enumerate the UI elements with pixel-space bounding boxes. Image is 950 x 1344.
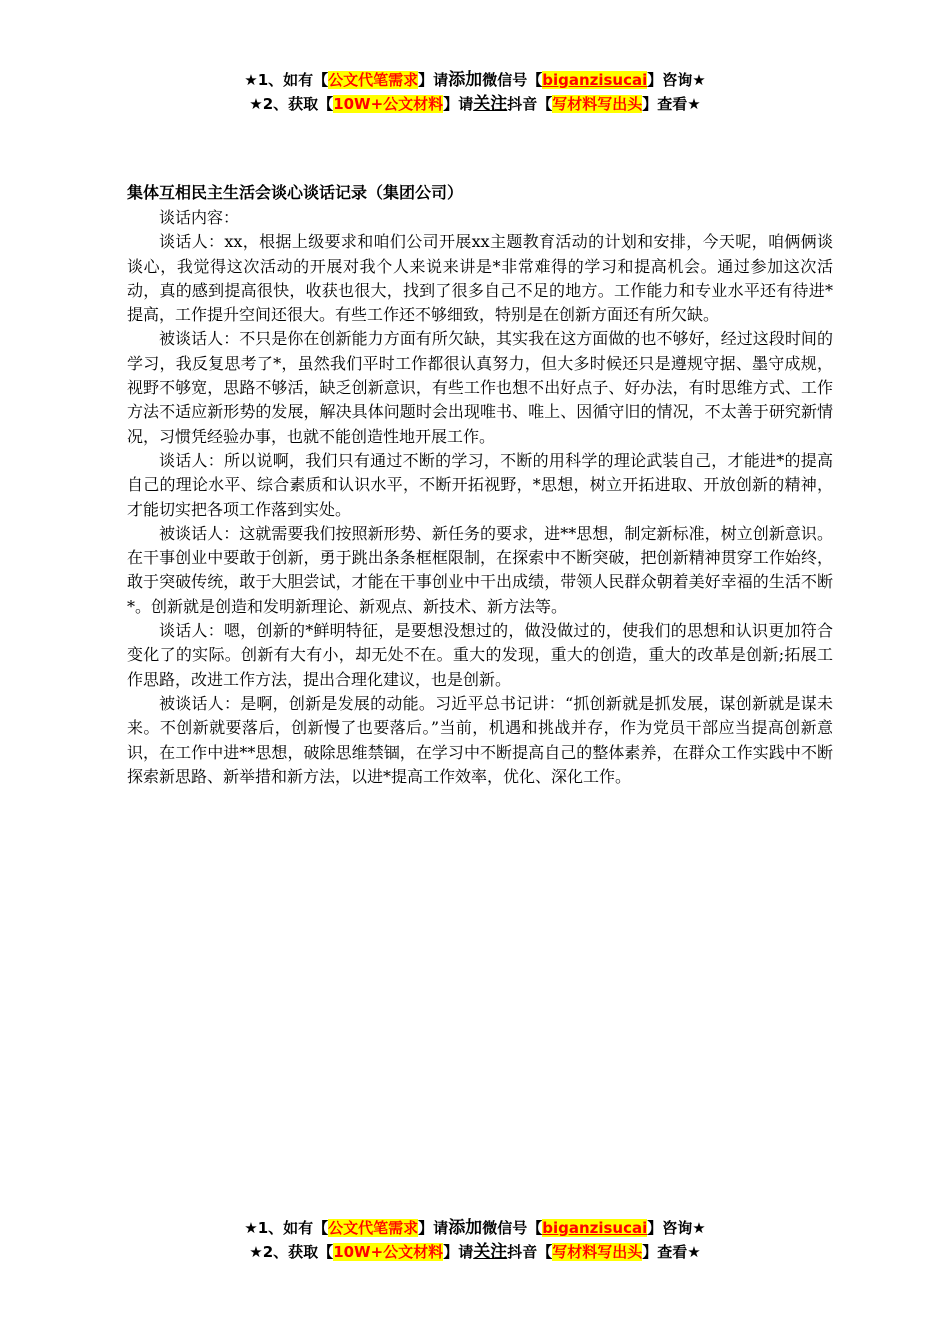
banner-highlight: 公文代笔需求 <box>328 71 419 89</box>
banner-text: 微信号【 <box>482 1219 543 1237</box>
banner-emphasis: 添加 <box>448 1218 483 1238</box>
header-banner <box>0 68 950 116</box>
banner-text: 微信号【 <box>482 71 543 89</box>
banner-wechat-id: biganzisucai <box>542 71 648 89</box>
banner-text: 】请 <box>443 95 474 113</box>
paragraph: 谈话内容： <box>159 208 240 227</box>
banner-text: 】咨询★ <box>647 1219 706 1237</box>
banner-text: 】咨询★ <box>647 71 706 89</box>
paragraph: 谈话人：xx，根据上级要求和咱们公司开展xx主题教育活动的计划和安排，今天呢，咱俩俩谈谈心，我觉得这次活动的开展对我个人来说来讲是*非常难得的学习和提高机会。通过参加这次活动，真的感到提高很快，收获也很大，找到了很多自己不足的地方。工作能力和专业水平还有待进*提高，工作提升空间还很大。有些工作还不够细致，特别是在创新方面还有所欠缺。 <box>127 232 833 325</box>
paragraph: 被谈话人：不只是你在创新能力方面有所欠缺，其实我在这方面做的也不够好，经过这段时间的学习，我反复思考了*，虽然我们平时工作都很认真努力，但大多时候还只是遵规守据、墨守成规，视野不够宽，思路不够活，缺乏创新意识，有些工作也想不出好点子、好办法，有时思维方式、工作方法不适应新形势的发展，解决具体问题时会出现唯书、唯上、因循守旧的情况，不太善于研究新情况，习惯凭经验办事，也就不能创造性地开展工作。 <box>127 329 833 446</box>
banner-text: 】查看★ <box>642 95 701 113</box>
banner-line-2 <box>0 92 950 116</box>
banner-text: 】请 <box>418 71 449 89</box>
banner-highlight: 10W+公文材料 <box>333 95 444 113</box>
banner-emphasis: 关注 <box>473 94 508 114</box>
banner-text: 】请 <box>443 1243 474 1261</box>
banner-line-2 <box>0 1240 950 1264</box>
footer-banner <box>0 1216 950 1264</box>
banner-highlight: 写材料写出头 <box>552 1243 643 1261</box>
paragraph: 谈话人：嗯，创新的*鲜明特征，是要想没想过的，做没做过的，使我们的思想和认识更加符合变化了的实际。创新有大有小，却无处不在。重大的发现，重大的创造，重大的改革是创新;拓展工作思路，改进工作方法，提出合理化建议，也是创新。 <box>127 621 833 689</box>
banner-text: ★2、获取【 <box>249 95 334 113</box>
banner-text: 】请 <box>418 1219 449 1237</box>
banner-text: 抖音【 <box>507 95 553 113</box>
banner-text: 】查看★ <box>642 1243 701 1261</box>
banner-text: 抖音【 <box>507 1243 553 1261</box>
banner-highlight: 10W+公文材料 <box>333 1243 444 1261</box>
banner-text: ★1、如有【 <box>244 1219 329 1237</box>
banner-emphasis: 关注 <box>473 1242 508 1262</box>
banner-line-1 <box>0 1216 950 1240</box>
document-title: 集体互相民主生活会谈心谈话记录（集团公司） <box>127 183 464 202</box>
banner-line-1 <box>0 68 950 92</box>
banner-text: ★1、如有【 <box>244 71 329 89</box>
banner-emphasis: 添加 <box>448 70 483 90</box>
banner-highlight: 写材料写出头 <box>552 95 643 113</box>
banner-wechat-id: biganzisucai <box>542 1219 648 1237</box>
document-body <box>127 180 833 789</box>
paragraph: 被谈话人：是啊，创新是发展的动能。习近平总书记讲：“抓创新就是抓发展，谋创新就是谋未来。不创新就要落后，创新慢了也要落后。”当前，机遇和挑战并存，作为党员干部应当提高创新意识，在工作中进**思想，破除思维禁锢，在学习中不断提高自己的整体素养，在群众工作实践中不断探索新思路、新举措和新方法，以进*提高工作效率，优化、深化工作。 <box>127 693 833 786</box>
banner-highlight: 公文代笔需求 <box>328 1219 419 1237</box>
paragraph: 谈话人：所以说啊，我们只有通过不断的学习，不断的用科学的理论武装自己，才能进*的提高自己的理论水平、综合素质和认识水平，不断开拓视野，*思想，树立开拓进取、开放创新的精神，才能切实把各项工作落到实处。 <box>127 450 833 519</box>
paragraph: 被谈话人：这就需要我们按照新形势、新任务的要求，进**思想，制定新标准，树立创新意识。在干事创业中要敢于创新，勇于跳出条条框框限制，在探索中不断突破，把创新精神贯穿工作始终，敢于突破传统，敢于大胆尝试，才能在干事创业中干出成绩，带领人民群众朝着美好幸福的生活不断*。创新就是创造和发明新理论、新观点、新技术、新方法等。 <box>127 523 833 616</box>
banner-text: ★2、获取【 <box>249 1243 334 1261</box>
